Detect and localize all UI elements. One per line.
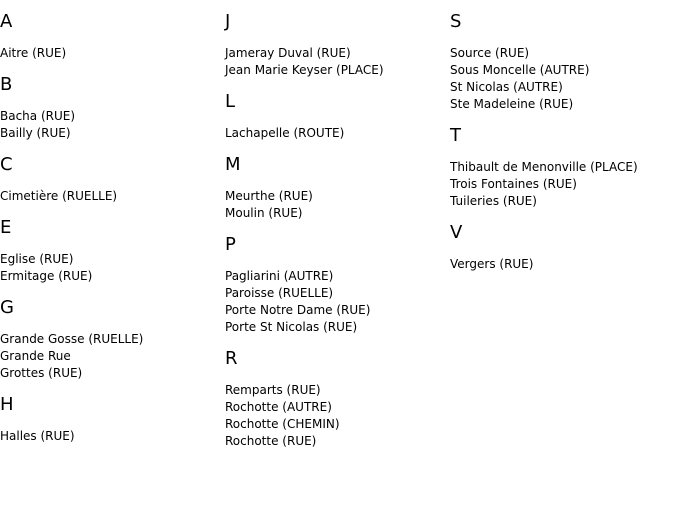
- street-list: [225, 125, 450, 142]
- street-list: [0, 428, 225, 445]
- street-item: Meurthe (RUE): [225, 189, 313, 203]
- street-item: Trois Fontaines (RUE): [450, 177, 577, 191]
- street-item: Ste Madeleine (RUE): [450, 97, 574, 111]
- letter-group: [225, 348, 450, 450]
- index-column: [0, 0, 225, 457]
- letter-group: [225, 234, 450, 336]
- letter-group: [450, 222, 675, 273]
- letter-heading: L: [225, 91, 236, 112]
- street-item: Vergers (RUE): [450, 257, 534, 271]
- street-item: Jean Marie Keyser (PLACE): [225, 63, 384, 77]
- letter-group: [225, 91, 450, 142]
- street-list: [0, 331, 225, 382]
- index-column: [225, 0, 450, 462]
- street-list: [225, 188, 450, 222]
- letter-group: [225, 154, 450, 222]
- letter-heading: A: [0, 11, 13, 32]
- letter-group: [0, 11, 225, 62]
- letter-heading: P: [225, 234, 236, 255]
- street-item: Grottes (RUE): [0, 366, 83, 380]
- street-list: [225, 382, 450, 450]
- letter-heading: B: [0, 74, 13, 95]
- street-list: [450, 256, 675, 273]
- letter-group: [225, 11, 450, 79]
- letter-heading: R: [225, 348, 238, 369]
- street-item: Tuileries (RUE): [450, 194, 537, 208]
- street-list: [450, 159, 675, 210]
- letter-heading: C: [0, 154, 13, 175]
- street-item: Moulin (RUE): [225, 206, 303, 220]
- street-item: Sous Moncelle (AUTRE): [450, 63, 590, 77]
- street-item: Halles (RUE): [0, 429, 75, 443]
- street-list: [0, 108, 225, 142]
- street-item: Grande Gosse (RUELLE): [0, 332, 144, 346]
- letter-group: [450, 11, 675, 113]
- street-item: Rochotte (CHEMIN): [225, 417, 340, 431]
- letter-group: [0, 217, 225, 285]
- letter-heading: M: [225, 154, 241, 175]
- index-column: [450, 0, 675, 285]
- street-item: Thibault de Menonville (PLACE): [450, 160, 638, 174]
- letter-heading: S: [450, 11, 462, 32]
- street-list: [225, 268, 450, 336]
- street-list: [225, 45, 450, 79]
- street-item: Bailly (RUE): [0, 126, 71, 140]
- letter-group: [0, 154, 225, 205]
- street-item: Source (RUE): [450, 46, 530, 60]
- street-item: Lachapelle (ROUTE): [225, 126, 345, 140]
- street-item: Remparts (RUE): [225, 383, 321, 397]
- street-item: Grande Rue: [0, 349, 71, 363]
- street-item: Porte St Nicolas (RUE): [225, 320, 358, 334]
- street-list: [0, 188, 225, 205]
- street-item: Rochotte (RUE): [225, 434, 317, 448]
- street-item: Aitre (RUE): [0, 46, 67, 60]
- street-item: Eglise (RUE): [0, 252, 74, 266]
- letter-group: [0, 394, 225, 445]
- street-item: Bacha (RUE): [0, 109, 76, 123]
- letter-heading: E: [0, 217, 12, 238]
- street-item: Ermitage (RUE): [0, 269, 93, 283]
- letter-heading: J: [225, 11, 231, 32]
- street-item: St Nicolas (AUTRE): [450, 80, 563, 94]
- letter-group: [450, 125, 675, 210]
- letter-group: [0, 74, 225, 142]
- street-item: Paroisse (RUELLE): [225, 286, 334, 300]
- letter-heading: G: [0, 297, 14, 318]
- street-item: Porte Notre Dame (RUE): [225, 303, 371, 317]
- street-list: [0, 251, 225, 285]
- street-list: [450, 45, 675, 113]
- letter-group: [0, 297, 225, 382]
- street-item: Cimetière (RUELLE): [0, 189, 118, 203]
- letter-heading: V: [450, 222, 463, 243]
- street-item: Rochotte (AUTRE): [225, 400, 332, 414]
- street-list: [0, 45, 225, 62]
- letter-heading: H: [0, 394, 14, 415]
- street-item: Jameray Duval (RUE): [225, 46, 351, 60]
- letter-heading: T: [450, 125, 461, 146]
- street-item: Pagliarini (AUTRE): [225, 269, 334, 283]
